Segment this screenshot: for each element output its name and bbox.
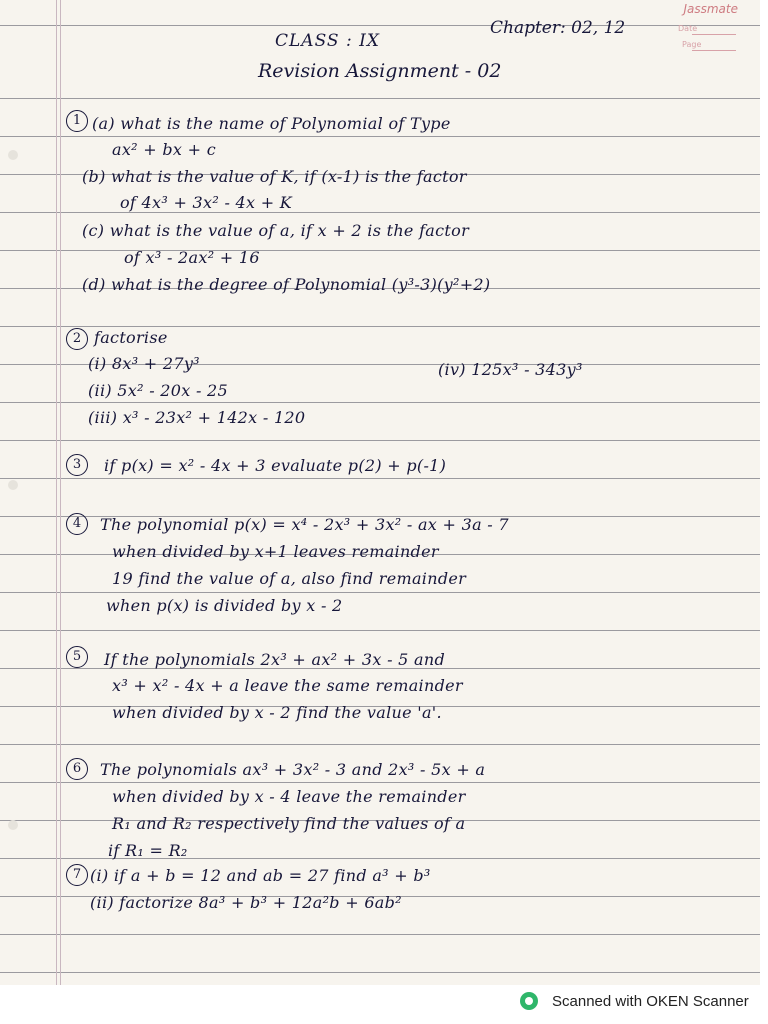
stamp-rule <box>692 50 736 51</box>
question-line: when p(x) is divided by x - 2 <box>106 596 343 615</box>
question-line: of 4x³ + 3x² - 4x + K <box>120 193 293 212</box>
question-number: 1 <box>66 110 88 132</box>
question-line: (c) what is the value of a, if x + 2 is the factor <box>82 221 470 240</box>
question-line: (ii) 5x² - 20x - 25 <box>88 381 229 400</box>
notebook-brand-stamp <box>642 2 738 52</box>
question-number: 4 <box>66 513 88 535</box>
class-heading: CLASS : IX <box>275 31 380 51</box>
question-line: when divided by x - 4 leave the remainder <box>112 787 466 806</box>
scanner-watermark <box>520 990 749 1012</box>
question-line: If the polynomials 2x³ + ax² + 3x - 5 and <box>104 650 446 669</box>
scanner-logo-icon <box>520 992 538 1010</box>
question-line: ax² + bx + c <box>112 140 216 159</box>
question-line: factorise <box>94 328 168 347</box>
question-line: when divided by x+1 leaves remainder <box>112 542 439 561</box>
binder-hole <box>8 480 18 490</box>
stamp-rule <box>692 34 736 35</box>
stamp-brand: Jassmate <box>683 2 738 16</box>
question-line: if p(x) = x² - 4x + 3 evaluate p(2) + p(-1) <box>104 456 447 475</box>
assignment-title: Revision Assignment - 02 <box>258 60 502 82</box>
question-line: (i) if a + b = 12 and ab = 27 find a³ + b³ <box>90 866 431 885</box>
margin-line <box>56 0 57 985</box>
question-line: (b) what is the value of K, if (x-1) is the factor <box>82 167 467 186</box>
question-line: R₁ and R₂ respectively find the values of a <box>112 814 466 833</box>
question-line: The polynomial p(x) = x⁴ - 2x³ + 3x² - ax + 3a - 7 <box>100 515 509 534</box>
stamp-page-label: Page <box>682 40 702 49</box>
question-line: The polynomials ax³ + 3x² - 3 and 2x³ - 5x + a <box>100 760 486 779</box>
question-line: (a) what is the name of Polynomial of Type <box>92 114 451 133</box>
question-line: (iv) 125x³ - 343y³ <box>438 360 583 379</box>
question-number: 7 <box>66 864 88 886</box>
question-line: (ii) factorize 8a³ + b³ + 12a²b + 6ab² <box>90 893 402 912</box>
question-line: (iii) x³ - 23x² + 142x - 120 <box>88 408 306 427</box>
question-line: (d) what is the degree of Polynomial (y³-3)(y²+2) <box>82 275 491 294</box>
question-line: of x³ - 2ax² + 16 <box>124 248 260 267</box>
margin-line <box>60 0 61 985</box>
question-number: 2 <box>66 328 88 350</box>
question-line: when divided by x - 2 find the value 'a'. <box>112 703 442 722</box>
question-line: 19 find the value of a, also find remainder <box>112 569 467 588</box>
binder-hole <box>8 150 18 160</box>
stamp-date-label: Date <box>678 24 698 33</box>
binder-hole <box>8 820 18 830</box>
question-number: 6 <box>66 758 88 780</box>
question-line: x³ + x² - 4x + a leave the same remainder <box>112 676 463 695</box>
scanner-text: Scanned with OKEN Scanner <box>552 992 749 1010</box>
chapter-heading: Chapter: 02, 12 <box>490 18 626 38</box>
question-number: 5 <box>66 646 88 668</box>
question-line: (i) 8x³ + 27y³ <box>88 354 200 373</box>
question-line: if R₁ = R₂ <box>108 841 188 860</box>
question-number: 3 <box>66 454 88 476</box>
